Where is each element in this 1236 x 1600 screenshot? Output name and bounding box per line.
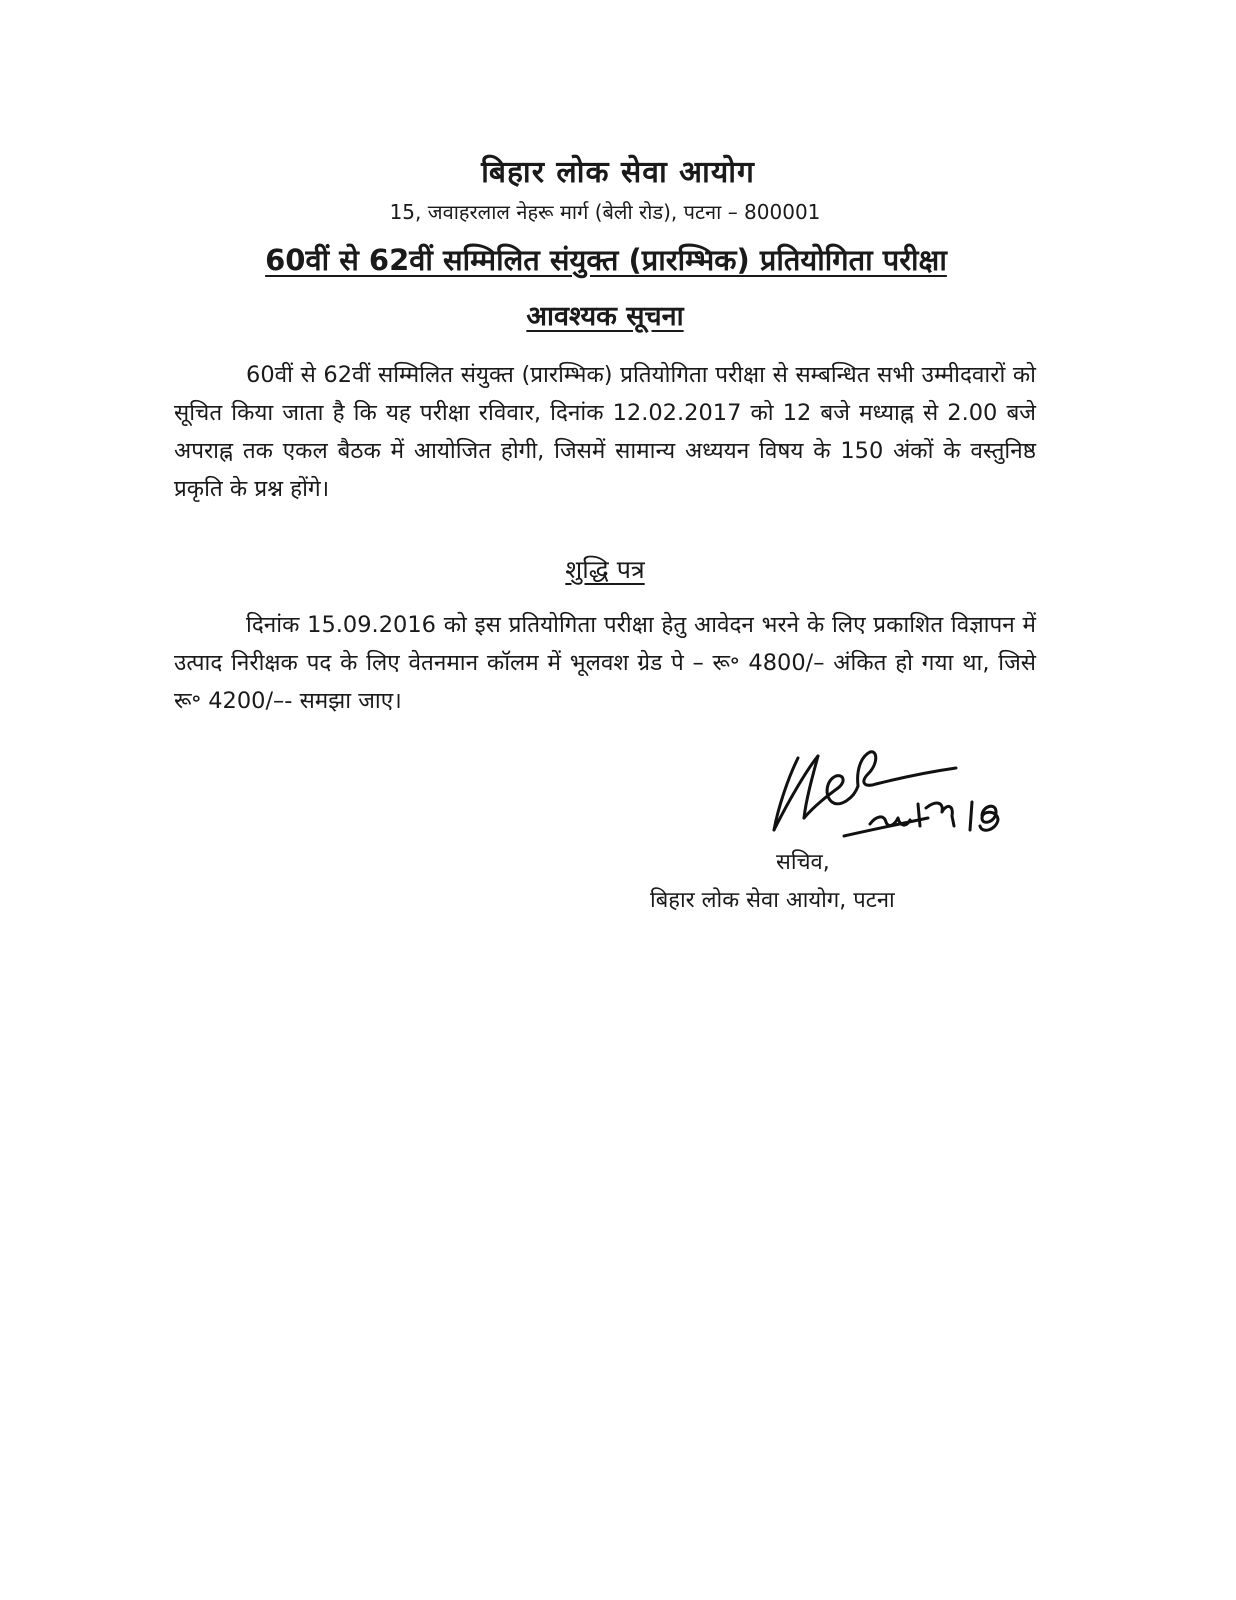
- notice-heading: आवश्यक सूचना: [526, 301, 684, 332]
- errata-heading: शुद्धि पत्र: [565, 555, 645, 584]
- signature: [760, 738, 1030, 848]
- errata-body: दिनांक 15.09.2016 को इस प्रतियोगिता परीक्षा हेतु आवेदन भरने के लिए प्रकाशित विज्ञापन में उत्पाद निरीक्षक पद के लिए वेतनमान कॉलम में भूलवश ग्रेड पे – रू॰ 4800/– अंकित हो गया था, जिसे रू॰ 4200/–- समझा जाए।: [174, 612, 1036, 714]
- signatory-role: सचिव,: [776, 850, 830, 875]
- organization-name: बिहार लोक सेवा आयोग: [481, 155, 755, 190]
- organization-address: 15, जवाहरलाल नेहरू मार्ग (बेली रोड), पटना – 800001: [389, 200, 821, 224]
- notice-body: 60वीं से 62वीं सम्मिलित संयुक्त (प्रारम्भिक) प्रतियोगिता परीक्षा से सम्बन्धित सभी उम्मीदवारों को सूचित किया जाता है कि यह परीक्षा रविवार, दिनांक 12.02.2017 को 12 बजे मध्याह्न से 2.00 बजे अपराह्न तक एकल बैठक में आयोजित होगी, जिसमें सामान्य अध्ययन विषय के 150 अंकों के वस्तुनिष्ठ प्रकृति के प्रश्न होंगे।: [174, 362, 1036, 502]
- exam-title: 60वीं से 62वीं सम्मिलित संयुक्त (प्रारम्भिक) प्रतियोगिता परीक्षा: [265, 243, 947, 277]
- signatory-organization: बिहार लोक सेवा आयोग, पटना: [650, 888, 895, 913]
